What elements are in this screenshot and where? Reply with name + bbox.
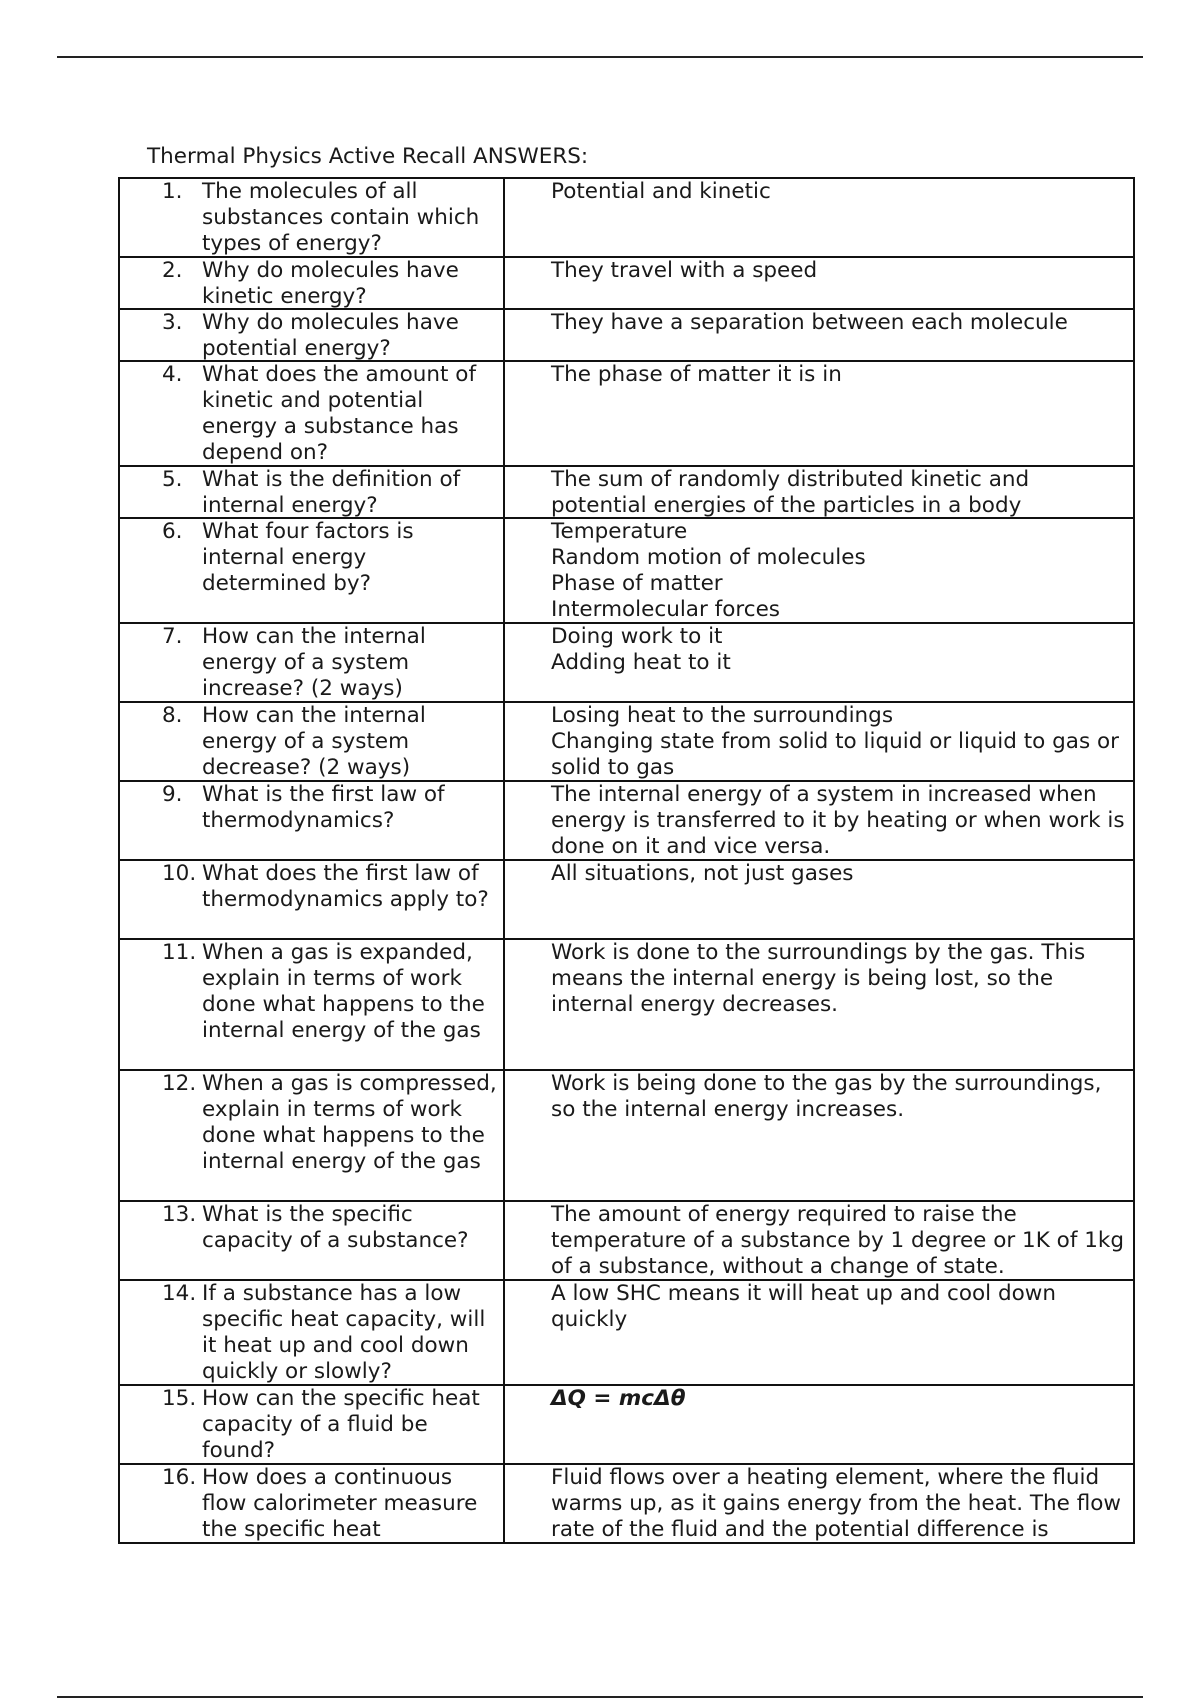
question-text: What is the definition of internal energy? xyxy=(202,467,461,518)
answer-line: The phase of matter it is in xyxy=(551,362,842,387)
question-number: 9. xyxy=(162,782,183,807)
question-cell xyxy=(119,361,504,466)
question-number: 16. xyxy=(162,1465,197,1490)
table-row xyxy=(119,1464,1134,1543)
question-number: 8. xyxy=(162,703,183,728)
answer-cell xyxy=(504,361,1134,466)
question-number: 15. xyxy=(162,1386,197,1411)
answer-line: The amount of energy required to raise the temperature of a substance by 1 degree or 1K of 1kg of a substance, without a change of state. xyxy=(551,1202,1125,1279)
question-text: Why do molecules have kinetic energy? xyxy=(202,258,459,309)
table-row xyxy=(119,702,1134,781)
question-text: How can the specific heat capacity of a fluid be found? xyxy=(202,1386,480,1463)
question-text: How can the internal energy of a system decrease? (2 ways) xyxy=(202,703,426,780)
table-row xyxy=(119,518,1134,623)
table-row xyxy=(119,623,1134,702)
answer-cell xyxy=(504,1385,1134,1464)
answer-line: Fluid flows over a heating element, where the fluid warms up, as it gains energy from the heat. The flow rate of the fluid and the potential difference is xyxy=(551,1465,1122,1542)
answer-cell xyxy=(504,702,1134,781)
question-cell xyxy=(119,518,504,623)
table-row xyxy=(119,361,1134,466)
answer-formula: ΔQ = mcΔθ xyxy=(551,1386,686,1411)
answer-cell xyxy=(504,860,1134,939)
answer-cell xyxy=(504,1070,1134,1201)
question-number: 10. xyxy=(162,861,197,886)
question-number: 5. xyxy=(162,467,183,492)
question-cell xyxy=(119,1070,504,1201)
question-text: What is the first law of thermodynamics? xyxy=(202,782,445,833)
answer-cell xyxy=(504,623,1134,702)
question-number: 2. xyxy=(162,258,183,283)
question-number: 1. xyxy=(162,179,183,204)
answer-cell xyxy=(504,939,1134,1070)
question-number: 14. xyxy=(162,1281,197,1306)
table-row xyxy=(119,466,1134,518)
question-text: How can the internal energy of a system increase? (2 ways) xyxy=(202,624,426,701)
bottom-rule xyxy=(57,1696,1143,1698)
question-cell xyxy=(119,939,504,1070)
table-row xyxy=(119,1201,1134,1280)
answer-line: Work is being done to the gas by the surroundings, so the internal energy increases. xyxy=(551,1071,1102,1122)
question-cell xyxy=(119,257,504,309)
answer-cell xyxy=(504,781,1134,860)
question-cell xyxy=(119,781,504,860)
question-number: 12. xyxy=(162,1071,197,1096)
table-row xyxy=(119,257,1134,309)
qa-table-body xyxy=(119,178,1134,1543)
answer-cell xyxy=(504,466,1134,518)
table-row xyxy=(119,178,1134,257)
table-row xyxy=(119,781,1134,860)
question-cell xyxy=(119,1280,504,1385)
answer-line: Doing work to it xyxy=(551,624,723,649)
question-text: What does the first law of thermodynamics apply to? xyxy=(202,861,489,912)
answer-line: Changing state from solid to liquid or liquid to gas or solid to gas xyxy=(551,729,1119,780)
question-number: 3. xyxy=(162,310,183,335)
answer-cell xyxy=(504,1464,1134,1543)
table-row xyxy=(119,1280,1134,1385)
page-title: Thermal Physics Active Recall ANSWERS: xyxy=(147,144,589,169)
question-number: 6. xyxy=(162,519,183,544)
question-text: The molecules of all substances contain which types of energy? xyxy=(202,179,480,256)
question-cell xyxy=(119,702,504,781)
question-cell xyxy=(119,309,504,361)
answer-line: A low SHC means it will heat up and cool down quickly xyxy=(551,1281,1056,1332)
question-text: Why do molecules have potential energy? xyxy=(202,310,459,361)
question-cell xyxy=(119,1464,504,1543)
answer-line: They have a separation between each molecule xyxy=(551,310,1068,335)
answer-line: Temperature xyxy=(551,519,688,544)
question-text: If a substance has a low specific heat capacity, will it heat up and cool down quickly or slowly? xyxy=(202,1281,486,1384)
answer-line: The sum of randomly distributed kinetic and potential energies of the particles in a body xyxy=(551,467,1030,518)
question-cell xyxy=(119,1201,504,1280)
top-rule xyxy=(57,56,1143,58)
table-row xyxy=(119,1385,1134,1464)
answer-line: Losing heat to the surroundings xyxy=(551,703,894,728)
answer-cell xyxy=(504,309,1134,361)
answer-line: The internal energy of a system in increased when energy is transferred to it by heating or when work is done on it and vice versa. xyxy=(551,782,1125,859)
question-cell xyxy=(119,860,504,939)
answer-line: Phase of matter xyxy=(551,571,723,596)
answer-line: All situations, not just gases xyxy=(551,861,854,886)
table-row xyxy=(119,860,1134,939)
table-row xyxy=(119,1070,1134,1201)
question-text: What does the amount of kinetic and potential energy a substance has depend on? xyxy=(202,362,477,465)
question-cell xyxy=(119,1385,504,1464)
answer-cell xyxy=(504,518,1134,623)
question-text: When a gas is expanded, explain in terms of work done what happens to the internal energy of the gas xyxy=(202,940,485,1043)
table-row xyxy=(119,939,1134,1070)
question-number: 13. xyxy=(162,1202,197,1227)
answer-cell xyxy=(504,257,1134,309)
answer-line: Potential and kinetic xyxy=(551,179,771,204)
answer-cell xyxy=(504,1280,1134,1385)
table-row xyxy=(119,309,1134,361)
answer-line: Work is done to the surroundings by the gas. This means the internal energy is being lost, so the internal energy decreases. xyxy=(551,940,1086,1017)
answer-line: Intermolecular forces xyxy=(551,597,780,622)
answer-cell xyxy=(504,178,1134,257)
question-text: What is the specific capacity of a substance? xyxy=(202,1202,469,1253)
question-number: 11. xyxy=(162,940,197,965)
qa-table xyxy=(118,177,1135,1544)
question-cell xyxy=(119,623,504,702)
question-number: 4. xyxy=(162,362,183,387)
question-number: 7. xyxy=(162,624,183,649)
question-text: How does a continuous flow calorimeter measure the specific heat xyxy=(202,1465,478,1542)
question-text: What four factors is internal energy determined by? xyxy=(202,519,414,596)
answer-cell xyxy=(504,1201,1134,1280)
question-text: When a gas is compressed, explain in terms of work done what happens to the internal energy of the gas xyxy=(202,1071,497,1174)
question-cell xyxy=(119,466,504,518)
question-cell xyxy=(119,178,504,257)
answer-line: Adding heat to it xyxy=(551,650,731,675)
answer-line: They travel with a speed xyxy=(551,258,818,283)
answer-line: Random motion of molecules xyxy=(551,545,866,570)
